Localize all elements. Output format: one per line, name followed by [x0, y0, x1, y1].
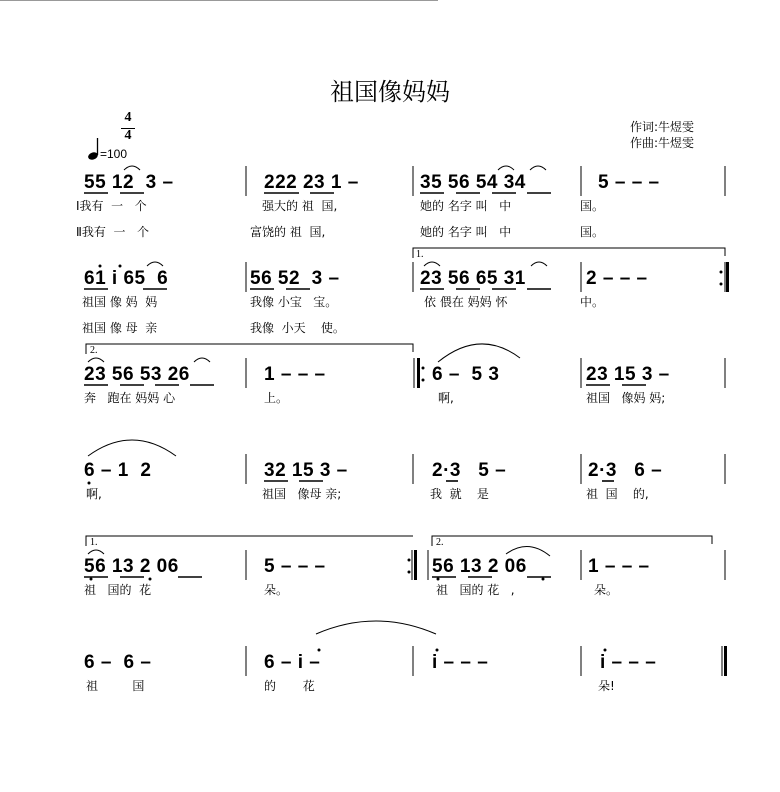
slur — [424, 262, 440, 266]
row6-measure1-notes: 6 – 6 – — [84, 652, 152, 673]
low-octave-dot — [542, 578, 545, 581]
row4-measure2-notes: 32 15 3 – — [264, 460, 348, 481]
row6-verse1-lyric2: 的 花 — [264, 679, 315, 693]
low-octave-dot — [149, 578, 152, 581]
volta-bracket — [432, 536, 712, 546]
low-octave-dot — [88, 482, 91, 485]
high-octave-dot — [436, 649, 439, 652]
row6-measure3-notes: i – – – — [432, 652, 489, 673]
high-octave-dot — [604, 649, 607, 652]
row5-verse1-lyric4: 朵。 — [594, 583, 619, 597]
slur — [530, 166, 546, 170]
row5-measure3-notes: 56 13 2 06 — [432, 556, 527, 577]
row3-measure1-notes: 23 56 53 26 — [84, 364, 190, 385]
row1-verse1-lyric3: 她的 名字 叫 中 — [420, 199, 512, 213]
row2-verse1-lyric2: 我像 小宝 宝。 — [250, 295, 338, 309]
repeat-dot — [408, 559, 411, 562]
row2-verse1-lyric1: 祖国 像 妈 妈 — [82, 295, 158, 309]
row2-verse1-lyric4: 中。 — [580, 295, 605, 309]
second-ending-label-row5: 2. — [436, 537, 444, 548]
row6-verse1-lyric1: 祖 国 — [86, 679, 145, 693]
row1-verse2-lyric3: 她的 名字 叫 中 — [420, 225, 512, 239]
row4-measure4-notes: 2·3 6 – — [588, 460, 663, 481]
row1-measure4-notes: 5 – – – — [598, 172, 660, 193]
repeat-dot — [720, 283, 723, 286]
row2-measure4-notes: 2 – – – — [586, 268, 648, 289]
slur — [88, 550, 104, 554]
slur — [124, 166, 140, 170]
slur — [88, 358, 104, 362]
row1-measure1-notes: 55 12 3 – — [84, 172, 174, 193]
slur — [88, 440, 176, 456]
row6-verse1-lyric4: 朵! — [598, 679, 615, 693]
row1-verse2-lyric1: Ⅱ我有 一 个 — [76, 225, 149, 239]
row6-measure4-notes: i – – – — [600, 652, 657, 673]
row1-verse2-lyric2: 富饶的 祖 国, — [250, 225, 326, 239]
row5-measure2-notes: 5 – – – — [264, 556, 326, 577]
row2-measure3-notes: 23 56 65 31 — [420, 268, 526, 289]
slur — [316, 621, 436, 634]
slur — [506, 546, 550, 556]
low-octave-dot — [437, 578, 440, 581]
volta-bracket — [413, 248, 725, 258]
row3-verse1-lyric1: 奔 跑在 妈妈 心 — [84, 391, 176, 405]
row3-verse1-lyric3: 啊, — [438, 391, 454, 405]
repeat-dot — [422, 379, 425, 382]
row5-verse1-lyric2: 朵。 — [264, 583, 289, 597]
lyricist-credit: 作词:牛煜雯 — [630, 120, 695, 134]
row3-measure4-notes: 23 15 3 – — [586, 364, 670, 385]
row5-verse1-lyric3: 祖 国的 花 , — [436, 583, 515, 597]
row2-measure1-notes: 61 i 65 6 — [84, 268, 169, 289]
first-ending-label-row5: 1. — [90, 537, 98, 548]
page-title: 祖国像妈妈 — [330, 78, 450, 106]
row1-verse1-lyric1: Ⅰ我有 一 个 — [76, 199, 147, 213]
slur — [531, 262, 547, 266]
volta-bracket — [86, 536, 413, 546]
row4-verse1-lyric2: 祖国 像母 亲; — [262, 487, 342, 501]
row1-measure3-notes: 35 56 54 34 — [420, 172, 526, 193]
row4-verse1-lyric4: 祖 国 的, — [586, 487, 649, 501]
row3-verse1-lyric4: 祖国 像妈 妈; — [586, 391, 666, 405]
row2-verse2-lyric2: 我像 小天 使。 — [250, 321, 345, 335]
row2-verse2-lyric1: 祖国 像 母 亲 — [82, 321, 158, 335]
row1-verse1-lyric4: 国。 — [580, 199, 605, 213]
slur — [194, 358, 210, 362]
row1-verse2-lyric4: 国。 — [580, 225, 605, 239]
tempo-marking: =100 — [100, 147, 128, 161]
repeat-bar-thick — [726, 262, 729, 292]
row5-verse1-lyric1: 祖 国的 花 — [84, 583, 152, 597]
low-octave-dot — [90, 578, 93, 581]
second-ending-label: 2. — [90, 345, 98, 356]
final-bar-thick — [724, 646, 727, 676]
row2-verse1-lyric3: 依 偎在 妈妈 怀 — [424, 295, 508, 309]
row6-measure2-notes: 6 – i – — [264, 652, 321, 673]
repeat-bar-thick — [414, 550, 417, 580]
composer-credit: 作曲:牛煜雯 — [630, 136, 695, 150]
row5-measure1-notes: 56 13 2 06 — [84, 556, 179, 577]
high-octave-dot — [318, 649, 321, 652]
slur — [438, 344, 520, 362]
row1-verse1-lyric2: 强大的 祖 国, — [262, 199, 338, 213]
row3-verse1-lyric2: 上。 — [264, 391, 289, 405]
row2-measure2-notes: 56 52 3 – — [250, 268, 340, 289]
high-octave-dot — [99, 265, 102, 268]
slur — [147, 262, 163, 266]
repeat-dot — [408, 571, 411, 574]
row4-verse1-lyric3: 我 就 是 — [430, 487, 489, 501]
row5-measure4-notes: 1 – – – — [588, 556, 650, 577]
first-ending-label: 1. — [416, 249, 424, 260]
row4-measure3-notes: 2·3 5 – — [432, 460, 507, 481]
time-signature-bottom: 4 — [124, 128, 132, 143]
row1-measure2-notes: 222 23 1 – — [264, 172, 359, 193]
row3-measure2-notes: 1 – – – — [264, 364, 326, 385]
row3-measure3-notes: 6 – 5 3 — [432, 364, 500, 385]
volta-bracket — [86, 344, 413, 354]
high-octave-dot — [119, 265, 122, 268]
repeat-dot — [422, 367, 425, 370]
repeat-dot — [720, 271, 723, 274]
row4-measure1-notes: 6 – 1 2 — [84, 460, 152, 481]
time-signature-top: 4 — [124, 110, 132, 125]
slur — [498, 166, 514, 170]
row4-verse1-lyric1: 啊, — [86, 487, 102, 501]
repeat-bar-thick — [417, 358, 420, 388]
